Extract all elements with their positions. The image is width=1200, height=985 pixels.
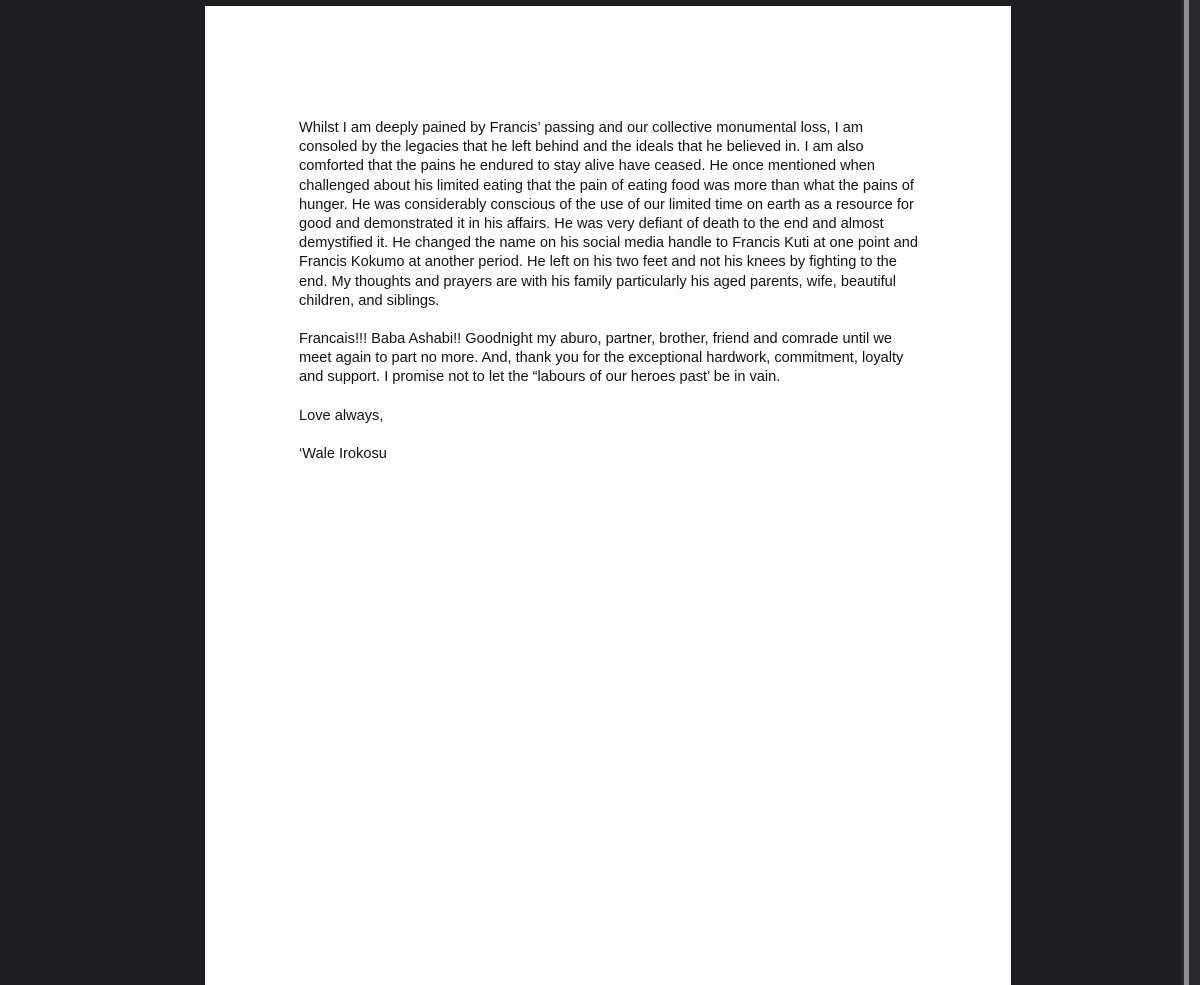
paragraph-tribute: Whilst I am deeply pained by Francis’ passing and our collective monumental loss, I am consoled by the legacies that he left behind and the ideals that he believed in. I am also comforted that the pains he endured to stay alive have ceased. He once mentioned when challenged about his limited eating that the pain of eating food was more than what the pains of hunger. He was considerably conscious of the use of our limited time on earth as a resource for good and demonstrated it in his affairs. He was very defiant of death to the end and almost demystified it. He changed the name on his social media handle to Francis Kuti at one point and Francis Kokumo at another period. He left on his two feet and not his knees by fighting to the end. My thoughts and prayers are with his family particularly his aged parents, wife, beautiful children, and siblings. bbox=[299, 120, 918, 309]
paragraph-farewell: Francais!!! Baba Ashabi!! Goodnight my aburo, partner, brother, friend and comrade until we meet again to part no more. And, thank you for the exceptional hardwork, commitment, loyalty and support. I promise not to let the “labours of our heroes past’ be in vain. bbox=[299, 331, 904, 386]
scrollbar-thumb[interactable] bbox=[1184, 0, 1189, 985]
signature: ‘Wale Irokosu bbox=[299, 445, 387, 462]
closing-line: Love always, bbox=[299, 407, 384, 424]
document-page bbox=[205, 6, 1011, 985]
vertical-scrollbar[interactable] bbox=[1181, 0, 1200, 985]
letter-body bbox=[299, 119, 919, 483]
